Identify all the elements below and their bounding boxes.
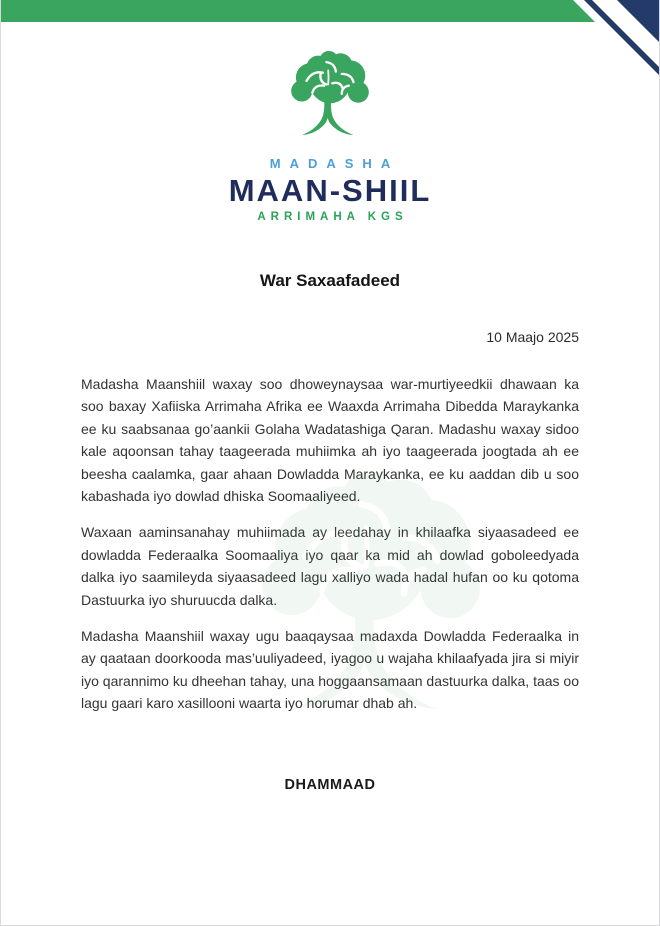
paragraph-3: Madasha Maanshiil waxay ugu baaqaysaa madaxda Dowladda Federaalka in ay qaataan doorkooda mas’uuliyadeed, iyagoo u wajaha khilaafyada jira si miyir iyo qarannimo ku dheehan tahay, una hoggaansamaan dastuurka dalka, taas oo lagu gaari karo xasillooni waarta iyo horumar dhab ah.	[81, 628, 579, 712]
document-body	[1, 373, 659, 715]
document-title: War Saxaafadeed	[259, 271, 401, 290]
logo-top-label: MADASHA	[269, 156, 400, 171]
paragraph-1: Madasha Maanshiil waxay soo dhoweynaysaa war-murtiyeedkii dhawaan ka soo baxay Xafiiska Arrimaha Afrika ee Waaxda Arrimaha Dibedda Maraykanka ee ku saabsanaa go’aankii Golaha Wadatashiga Qaran. Madashu waxay sidoo kale aqoonsan tahay taageerada muhiimka ah iyo taageerada joogtada ah ee beesha caalamka, gaar ahaan Dowladda Maraykanka, ee ku aaddan dib u soo kabashada iyo dowlad dhiska Soomaaliyeed.	[81, 376, 579, 505]
document-end-marker: DHAMMAAD	[284, 776, 376, 793]
logo-sub-label: ARRIMAHA KGS	[257, 211, 408, 223]
paragraph-2: Waxaan aaminsanahay muhiimada ay leedahay in khilaafka siyaasadeed ee dowladda Federaalka Soomaaliya iyo qaar ka mid ah dowlad goboleedyada dalka iyo saamileyda siyaasadeed lagu xalliyo wada hadal hufan oo ku qotoma Dastuurka iyo shuruucda dalka.	[81, 524, 579, 608]
document-date: 10 Maajo 2025	[486, 329, 579, 345]
logo-org-name: MAAN-SHIIL	[228, 173, 432, 208]
tree-brain-logo-icon	[264, 48, 396, 148]
org-logo	[1, 0, 659, 223]
